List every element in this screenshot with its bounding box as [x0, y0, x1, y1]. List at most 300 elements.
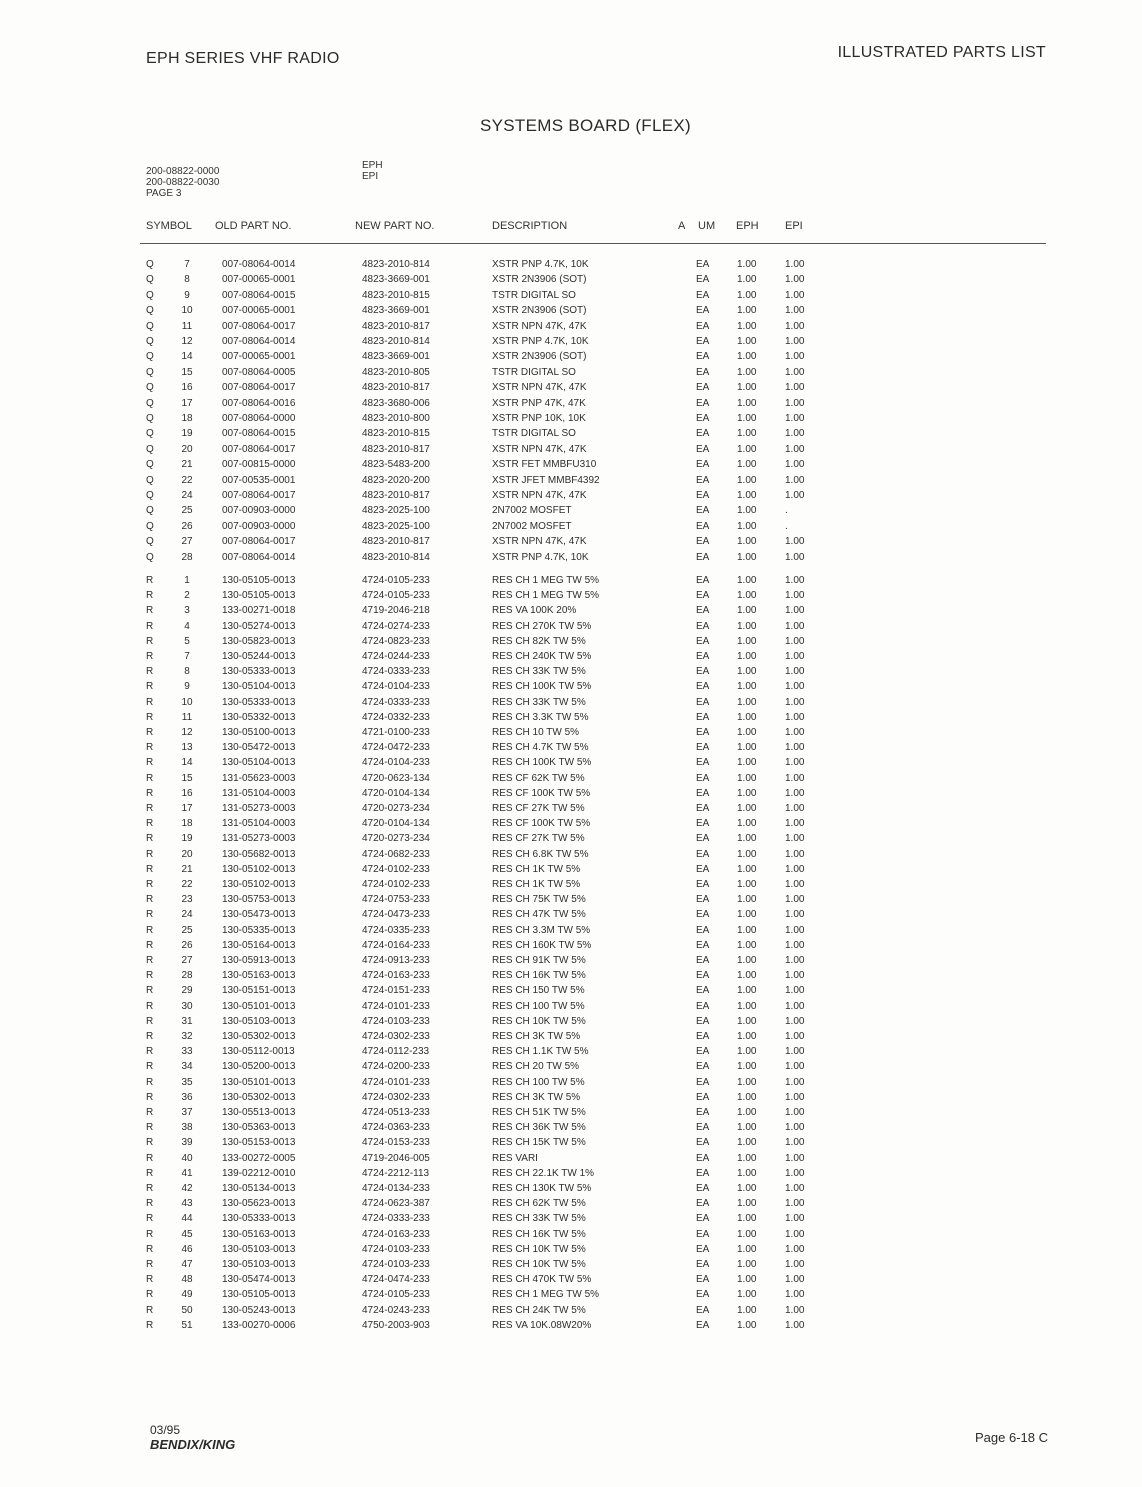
table-cell-description: RES CH 130K TW 5% [492, 1183, 592, 1194]
table-cell-old-part-no: 007-08064-0000 [222, 413, 296, 424]
table-cell-new-part-no: 4823-2010-805 [362, 366, 430, 378]
table-cell-eph-qty: 1.00 [737, 1137, 757, 1149]
table-cell-number: 20 [181, 443, 193, 455]
table-cell-new-part-no: 4724-0112-233 [362, 1046, 430, 1058]
table-cell-old-part-no: 130-05473-0013 [222, 909, 296, 921]
table-cell-number: 33 [181, 1046, 193, 1058]
table-cell-old-part-no: 007-08064-0017 [222, 536, 296, 548]
table-cell-epi-qty: 1.00 [785, 803, 805, 814]
table-cell-um: EA [696, 1259, 710, 1270]
table-cell-um: EA [696, 551, 710, 563]
table-cell-um: EA [696, 305, 710, 317]
table-cell-old-part-no: 007-08064-0017 [222, 382, 296, 394]
table-cell-eph-qty: 1.00 [737, 909, 757, 921]
table-cell-um: EA [696, 742, 710, 754]
table-cell-number: 46 [181, 1243, 193, 1255]
table-cell-new-part-no: 4724-0105-233 [362, 1289, 430, 1301]
table-cell-old-part-no: 130-05333-0013 [222, 696, 296, 708]
table-cell-um: EA [696, 474, 710, 486]
table-cell-new-part-no: 4724-0103-233 [362, 1243, 430, 1255]
table-cell-old-part-no: 007-00065-0001 [222, 351, 296, 363]
table-cell-description: RES CH 3K TW 5% [492, 1091, 581, 1103]
table-cell-eph-qty: 1.00 [737, 1000, 757, 1012]
table-cell-old-part-no: 007-00065-0001 [222, 305, 296, 317]
table-cell-eph-qty: 1.00 [737, 351, 757, 363]
table-cell-new-part-no: 4724-0104-233 [362, 757, 430, 769]
table-cell-eph-qty: 1.00 [737, 382, 757, 394]
table-cell-epi-qty: 1.00 [785, 1259, 805, 1270]
table-cell-new-part-no: 4823-5483-200 [362, 459, 430, 471]
table-cell-number: 36 [181, 1091, 193, 1103]
table-cell-new-part-no: 4724-0151-233 [362, 985, 430, 997]
table-cell-description: XSTR NPN 47K, 47K [492, 320, 587, 332]
table-cell-epi-qty: 1.00 [785, 1319, 805, 1331]
table-cell-um: EA [696, 787, 710, 799]
table-cell-number: 49 [181, 1289, 193, 1301]
table-cell-eph-qty: 1.00 [737, 757, 757, 769]
table-cell-epi-qty: 1.00 [785, 863, 805, 875]
table-cell-symbol: Q [146, 443, 154, 455]
table-cell-symbol: R [146, 1289, 154, 1301]
table-cell-epi-qty: 1.00 [785, 727, 805, 738]
table-cell-old-part-no: 130-05302-0013 [222, 1091, 296, 1103]
table-cell-number: 28 [181, 970, 193, 982]
table-cell-number: 26 [181, 520, 193, 532]
table-cell-symbol: R [146, 1167, 154, 1179]
brand-logo-text: BENDIX/KING [150, 1437, 236, 1452]
table-cell-old-part-no: 007-08064-0014 [222, 259, 296, 270]
table-cell-epi-qty: 1.00 [785, 1107, 805, 1118]
table-cell-description: XSTR 2N3906 (SOT) [492, 305, 587, 317]
table-cell-epi-qty: 1.00 [785, 879, 805, 890]
table-cell-um: EA [696, 289, 710, 301]
table-cell-old-part-no: 130-05164-0013 [222, 939, 296, 951]
table-cell-number: 18 [181, 413, 193, 424]
table-cell-symbol: R [146, 666, 154, 678]
column-header-description: DESCRIPTION [492, 220, 568, 232]
table-cell-epi-qty: 1.00 [785, 1213, 805, 1225]
table-cell-symbol: R [146, 1137, 154, 1149]
table-cell-epi-qty: 1.00 [785, 1304, 805, 1316]
table-cell-description: RES CH 16K TW 5% [492, 970, 586, 982]
table-cell-symbol: R [146, 727, 154, 738]
table-cell-epi-qty: 1.00 [785, 536, 805, 548]
table-cell-um: EA [696, 1091, 710, 1103]
table-cell-um: EA [696, 1076, 710, 1088]
table-cell-new-part-no: 4823-2010-814 [362, 259, 430, 270]
table-cell-number: 11 [181, 320, 193, 332]
table-cell-old-part-no: 130-05274-0013 [222, 620, 296, 632]
table-cell-um: EA [696, 727, 710, 738]
table-cell-new-part-no: 4724-0102-233 [362, 879, 430, 890]
table-cell-epi-qty: 1.00 [785, 351, 805, 363]
table-cell-um: EA [696, 1304, 710, 1316]
table-cell-eph-qty: 1.00 [737, 505, 757, 517]
table-cell-eph-qty: 1.00 [737, 274, 757, 286]
table-cell-epi-qty: 1.00 [785, 970, 805, 982]
table-cell-old-part-no: 130-05151-0013 [222, 985, 296, 997]
table-cell-um: EA [696, 274, 710, 286]
table-cell-new-part-no: 4724-0474-233 [362, 1274, 430, 1286]
table-cell-number: 41 [181, 1167, 193, 1179]
table-cell-new-part-no: 4724-0104-233 [362, 681, 430, 693]
table-cell-description: RES CH 1.1K TW 5% [492, 1046, 589, 1058]
table-cell-new-part-no: 4823-2010-800 [362, 413, 430, 424]
table-cell-symbol: R [146, 1107, 154, 1118]
table-cell-epi-qty: 1.00 [785, 320, 805, 332]
table-cell-description: RES CH 4.7K TW 5% [492, 742, 589, 754]
table-cell-number: 7 [184, 259, 190, 270]
table-cell-new-part-no: 4724-0163-233 [362, 1228, 430, 1240]
table-cell-symbol: R [146, 909, 154, 921]
table-cell-eph-qty: 1.00 [737, 711, 757, 723]
table-cell-old-part-no: 130-05333-0013 [222, 666, 296, 678]
table-cell-epi-qty: 1.00 [785, 818, 805, 830]
table-cell-old-part-no: 131-05104-0003 [222, 787, 296, 799]
table-cell-epi-qty: 1.00 [785, 696, 805, 708]
table-cell-um: EA [696, 696, 710, 708]
table-cell-number: 31 [181, 1015, 193, 1027]
table-cell-epi-qty: 1.00 [785, 1167, 805, 1179]
table-cell-description: RES CF 100K TW 5% [492, 818, 591, 830]
table-cell-number: 30 [181, 1000, 193, 1012]
table-cell-number: 35 [181, 1076, 193, 1088]
table-cell-eph-qty: 1.00 [737, 366, 757, 378]
table-cell-new-part-no: 4720-0273-234 [362, 803, 430, 814]
table-cell-old-part-no: 130-05244-0013 [222, 651, 296, 662]
table-cell-symbol: R [146, 1274, 154, 1286]
table-cell-old-part-no: 130-05153-0013 [222, 1137, 296, 1149]
table-cell-symbol: R [146, 894, 154, 906]
table-cell-epi-qty: 1.00 [785, 1031, 805, 1042]
table-cell-old-part-no: 133-00271-0018 [222, 605, 296, 617]
table-cell-number: 3 [184, 605, 190, 617]
table-cell-old-part-no: 007-08064-0015 [222, 428, 296, 440]
table-cell-symbol: R [146, 635, 154, 647]
table-cell-number: 23 [181, 894, 193, 906]
table-cell-symbol: Q [146, 274, 154, 286]
table-cell-symbol: R [146, 1031, 154, 1042]
table-cell-number: 10 [181, 696, 193, 708]
table-cell-eph-qty: 1.00 [737, 1319, 757, 1331]
table-cell-epi-qty: 1.00 [785, 336, 805, 347]
table-cell-eph-qty: 1.00 [737, 1061, 757, 1073]
table-cell-new-part-no: 4823-2010-814 [362, 336, 430, 347]
table-cell-old-part-no: 133-00270-0006 [222, 1319, 296, 1331]
table-cell-eph-qty: 1.00 [737, 590, 757, 602]
table-cell-old-part-no: 130-05335-0013 [222, 924, 296, 936]
table-cell-description: RES CH 1K TW 5% [492, 863, 581, 875]
table-cell-eph-qty: 1.00 [737, 1091, 757, 1103]
column-header-a: A [678, 220, 686, 232]
table-cell-um: EA [696, 818, 710, 830]
table-cell-old-part-no: 131-05623-0003 [222, 772, 296, 784]
table-cell-old-part-no: 130-05104-0013 [222, 681, 296, 693]
table-cell-number: 32 [181, 1031, 193, 1042]
table-cell-epi-qty: 1.00 [785, 1289, 805, 1301]
table-cell-um: EA [696, 1046, 710, 1058]
table-cell-epi-qty: 1.00 [785, 274, 805, 286]
table-cell-new-part-no: 4724-0302-233 [362, 1091, 430, 1103]
table-cell-symbol: Q [146, 289, 154, 301]
table-cell-new-part-no: 4724-0200-233 [362, 1061, 430, 1073]
document-header-right: ILLUSTRATED PARTS LIST [837, 44, 1046, 61]
table-cell-symbol: R [146, 818, 154, 830]
table-cell-um: EA [696, 1152, 710, 1164]
table-cell-symbol: Q [146, 520, 154, 532]
table-cell-description: RES CH 36K TW 5% [492, 1122, 586, 1134]
table-cell-old-part-no: 130-05243-0013 [222, 1304, 296, 1316]
table-cell-eph-qty: 1.00 [737, 1289, 757, 1301]
table-cell-symbol: R [146, 985, 154, 997]
table-cell-number: 10 [181, 305, 193, 317]
table-cell-number: 34 [181, 1061, 193, 1073]
table-cell-um: EA [696, 635, 710, 647]
table-cell-new-part-no: 4724-0333-233 [362, 666, 430, 678]
table-cell-old-part-no: 130-05134-0013 [222, 1183, 296, 1194]
table-cell-epi-qty: 1.00 [785, 848, 805, 860]
table-cell-symbol: R [146, 1015, 154, 1027]
table-cell-old-part-no: 007-00903-0000 [222, 520, 296, 532]
table-cell-number: 38 [181, 1122, 193, 1134]
table-cell-number: 21 [181, 863, 193, 875]
table-cell-eph-qty: 1.00 [737, 818, 757, 830]
table-cell-epi-qty: 1.00 [785, 1228, 805, 1240]
table-cell-epi-qty: 1.00 [785, 413, 805, 424]
table-cell-um: EA [696, 651, 710, 662]
table-cell-eph-qty: 1.00 [737, 833, 757, 845]
table-cell-number: 21 [181, 459, 193, 471]
table-cell-old-part-no: 007-00815-0000 [222, 459, 296, 471]
table-cell-um: EA [696, 1289, 710, 1301]
table-cell-symbol: R [146, 590, 154, 602]
column-header-old-part: OLD PART NO. [215, 220, 292, 232]
table-cell-symbol: Q [146, 366, 154, 378]
table-cell-old-part-no: 130-05102-0013 [222, 863, 296, 875]
table-cell-new-part-no: 4724-0335-233 [362, 924, 430, 936]
table-cell-description: RES CH 3.3K TW 5% [492, 711, 589, 723]
table-cell-description: RES CH 3K TW 5% [492, 1031, 581, 1042]
table-cell-um: EA [696, 397, 710, 409]
table-cell-um: EA [696, 1137, 710, 1149]
table-cell-description: RES CH 82K TW 5% [492, 635, 586, 647]
table-cell-old-part-no: 007-08064-0005 [222, 366, 296, 378]
table-cell-new-part-no: 4724-0332-233 [362, 711, 430, 723]
table-cell-um: EA [696, 711, 710, 723]
table-cell-description: RES CH 240K TW 5% [492, 651, 592, 662]
table-cell-new-part-no: 4724-0103-233 [362, 1015, 430, 1027]
assembly-number-1: 200-08822-0000 [146, 166, 220, 177]
table-cell-symbol: R [146, 955, 154, 966]
table-cell-number: 8 [184, 666, 190, 678]
table-cell-epi-qty: 1.00 [785, 757, 805, 769]
table-cell-number: 20 [181, 848, 193, 860]
table-cell-new-part-no: 4724-0101-233 [362, 1076, 430, 1088]
table-cell-number: 13 [181, 742, 193, 754]
table-cell-symbol: R [146, 1122, 154, 1134]
table-cell-um: EA [696, 681, 710, 693]
table-cell-eph-qty: 1.00 [737, 727, 757, 738]
table-cell-old-part-no: 130-05913-0013 [222, 955, 296, 966]
table-cell-um: EA [696, 970, 710, 982]
table-cell-symbol: R [146, 1304, 154, 1316]
table-cell-symbol: Q [146, 320, 154, 332]
table-cell-eph-qty: 1.00 [737, 397, 757, 409]
table-cell-old-part-no: 130-05753-0013 [222, 894, 296, 906]
table-cell-old-part-no: 130-05513-0013 [222, 1107, 296, 1118]
table-cell-um: EA [696, 490, 710, 501]
table-cell-number: 51 [181, 1319, 193, 1331]
column-header-epi: EPI [785, 220, 803, 232]
table-cell-um: EA [696, 1031, 710, 1042]
table-cell-symbol: R [146, 1046, 154, 1058]
table-cell-number: 29 [181, 985, 193, 997]
table-cell-new-part-no: 4720-0104-134 [362, 818, 430, 830]
table-cell-new-part-no: 4724-0333-233 [362, 1213, 430, 1225]
table-cell-old-part-no: 130-05200-0013 [222, 1061, 296, 1073]
table-cell-new-part-no: 4720-0273-234 [362, 833, 430, 845]
table-cell-description: XSTR NPN 47K, 47K [492, 443, 587, 455]
table-cell-old-part-no: 130-05105-0013 [222, 590, 296, 602]
table-cell-epi-qty: 1.00 [785, 742, 805, 754]
table-cell-um: EA [696, 894, 710, 906]
table-cell-eph-qty: 1.00 [737, 1183, 757, 1194]
table-cell-description: RES CH 20 TW 5% [492, 1061, 580, 1073]
table-cell-description: RES CH 3.3M TW 5% [492, 924, 591, 936]
table-cell-epi-qty: 1.00 [785, 772, 805, 784]
table-cell-eph-qty: 1.00 [737, 1274, 757, 1286]
table-cell-um: EA [696, 428, 710, 440]
table-cell-old-part-no: 130-05102-0013 [222, 879, 296, 890]
table-cell-old-part-no: 130-05333-0013 [222, 1213, 296, 1225]
table-cell-description: RES CF 27K TW 5% [492, 833, 585, 845]
table-cell-new-part-no: 4724-0513-233 [362, 1107, 430, 1118]
table-cell-eph-qty: 1.00 [737, 1107, 757, 1118]
table-cell-description: RES CH 270K TW 5% [492, 620, 592, 632]
table-cell-number: 2 [184, 590, 190, 602]
table-cell-eph-qty: 1.00 [737, 879, 757, 890]
table-cell-description: RES CH 1 MEG TW 5% [492, 590, 600, 602]
table-cell-eph-qty: 1.00 [737, 289, 757, 301]
table-cell-symbol: Q [146, 397, 154, 409]
table-cell-eph-qty: 1.00 [737, 259, 757, 270]
table-cell-old-part-no: 130-05363-0013 [222, 1122, 296, 1134]
table-cell-eph-qty: 1.00 [737, 620, 757, 632]
table-cell-description: RES CH 100 TW 5% [492, 1076, 585, 1088]
table-cell-eph-qty: 1.00 [737, 490, 757, 501]
table-cell-number: 25 [181, 924, 193, 936]
table-cell-symbol: R [146, 1091, 154, 1103]
table-cell-new-part-no: 4724-0103-233 [362, 1259, 430, 1270]
table-cell-um: EA [696, 1107, 710, 1118]
table-cell-epi-qty: 1.00 [785, 459, 805, 471]
table-cell-description: XSTR NPN 47K, 47K [492, 536, 587, 548]
table-cell-new-part-no: 4724-0753-233 [362, 894, 430, 906]
table-cell-number: 8 [184, 274, 190, 286]
table-cell-number: 22 [181, 879, 193, 890]
table-cell-symbol: R [146, 803, 154, 814]
table-cell-old-part-no: 130-05823-0013 [222, 635, 296, 647]
table-cell-eph-qty: 1.00 [737, 320, 757, 332]
table-cell-old-part-no: 130-05101-0013 [222, 1076, 296, 1088]
table-cell-um: EA [696, 666, 710, 678]
table-cell-epi-qty: 1.00 [785, 1061, 805, 1073]
table-cell-eph-qty: 1.00 [737, 863, 757, 875]
model-name-epi: EPI [362, 171, 379, 182]
table-cell-new-part-no: 4724-0302-233 [362, 1031, 430, 1042]
table-cell-epi-qty: 1.00 [785, 428, 805, 440]
table-cell-old-part-no: 130-05103-0013 [222, 1243, 296, 1255]
table-cell-new-part-no: 4724-0105-233 [362, 590, 430, 602]
table-cell-description: XSTR NPN 47K, 47K [492, 490, 587, 501]
table-cell-eph-qty: 1.00 [737, 848, 757, 860]
table-cell-new-part-no: 4823-2010-817 [362, 490, 430, 501]
table-cell-symbol: Q [146, 351, 154, 363]
table-cell-old-part-no: 130-05112-0013 [222, 1046, 295, 1058]
table-cell-um: EA [696, 909, 710, 921]
table-cell-description: RES VA 10K.08W20% [492, 1319, 592, 1331]
table-cell-um: EA [696, 1243, 710, 1255]
table-cell-description: RES CF 62K TW 5% [492, 772, 585, 784]
table-cell-eph-qty: 1.00 [737, 894, 757, 906]
table-cell-new-part-no: 4823-2010-815 [362, 428, 430, 440]
table-cell-eph-qty: 1.00 [737, 520, 757, 532]
table-cell-symbol: R [146, 939, 154, 951]
table-cell-new-part-no: 4724-0105-233 [362, 575, 430, 586]
table-cell-um: EA [696, 772, 710, 784]
table-cell-eph-qty: 1.00 [737, 1198, 757, 1210]
revision-date: 03/95 [150, 1423, 181, 1437]
table-cell-um: EA [696, 863, 710, 875]
table-cell-description: RES CH 1 MEG TW 5% [492, 1289, 600, 1301]
table-cell-number: 15 [181, 772, 193, 784]
table-cell-symbol: R [146, 863, 154, 875]
table-cell-old-part-no: 007-08064-0015 [222, 289, 296, 301]
table-cell-number: 37 [181, 1107, 193, 1118]
table-cell-eph-qty: 1.00 [737, 1076, 757, 1088]
table-cell-epi-qty: 1.00 [785, 259, 805, 270]
table-cell-new-part-no: 4823-2010-817 [362, 320, 430, 332]
table-cell-number: 12 [181, 727, 193, 738]
table-cell-old-part-no: 007-08064-0014 [222, 336, 296, 347]
table-cell-epi-qty: 1.00 [785, 955, 805, 966]
table-cell-um: EA [696, 848, 710, 860]
table-cell-new-part-no: 4720-0104-134 [362, 787, 430, 799]
table-cell-eph-qty: 1.00 [737, 1152, 757, 1164]
table-cell-description: RES CH 33K TW 5% [492, 666, 586, 678]
table-cell-um: EA [696, 443, 710, 455]
table-cell-epi-qty: 1.00 [785, 666, 805, 678]
table-cell-new-part-no: 4724-0153-233 [362, 1137, 430, 1149]
table-cell-number: 7 [184, 651, 190, 662]
table-cell-epi-qty: 1.00 [785, 985, 805, 997]
table-cell-number: 9 [184, 681, 190, 693]
table-cell-eph-qty: 1.00 [737, 1228, 757, 1240]
table-cell-number: 9 [184, 289, 190, 301]
table-cell-eph-qty: 1.00 [737, 305, 757, 317]
table-cell-description: RES CH 100K TW 5% [492, 757, 592, 769]
table-cell-new-part-no: 4823-2010-814 [362, 551, 430, 563]
table-cell-eph-qty: 1.00 [737, 772, 757, 784]
table-cell-epi-qty: 1.00 [785, 1243, 805, 1255]
table-cell-eph-qty: 1.00 [737, 459, 757, 471]
table-cell-description: RES CH 24K TW 5% [492, 1304, 586, 1316]
table-cell-old-part-no: 130-05105-0013 [222, 1289, 296, 1301]
table-cell-eph-qty: 1.00 [737, 924, 757, 936]
table-cell-symbol: R [146, 1061, 154, 1073]
table-cell-symbol: Q [146, 259, 154, 270]
document-header-left: EPH SERIES VHF RADIO [146, 50, 340, 67]
